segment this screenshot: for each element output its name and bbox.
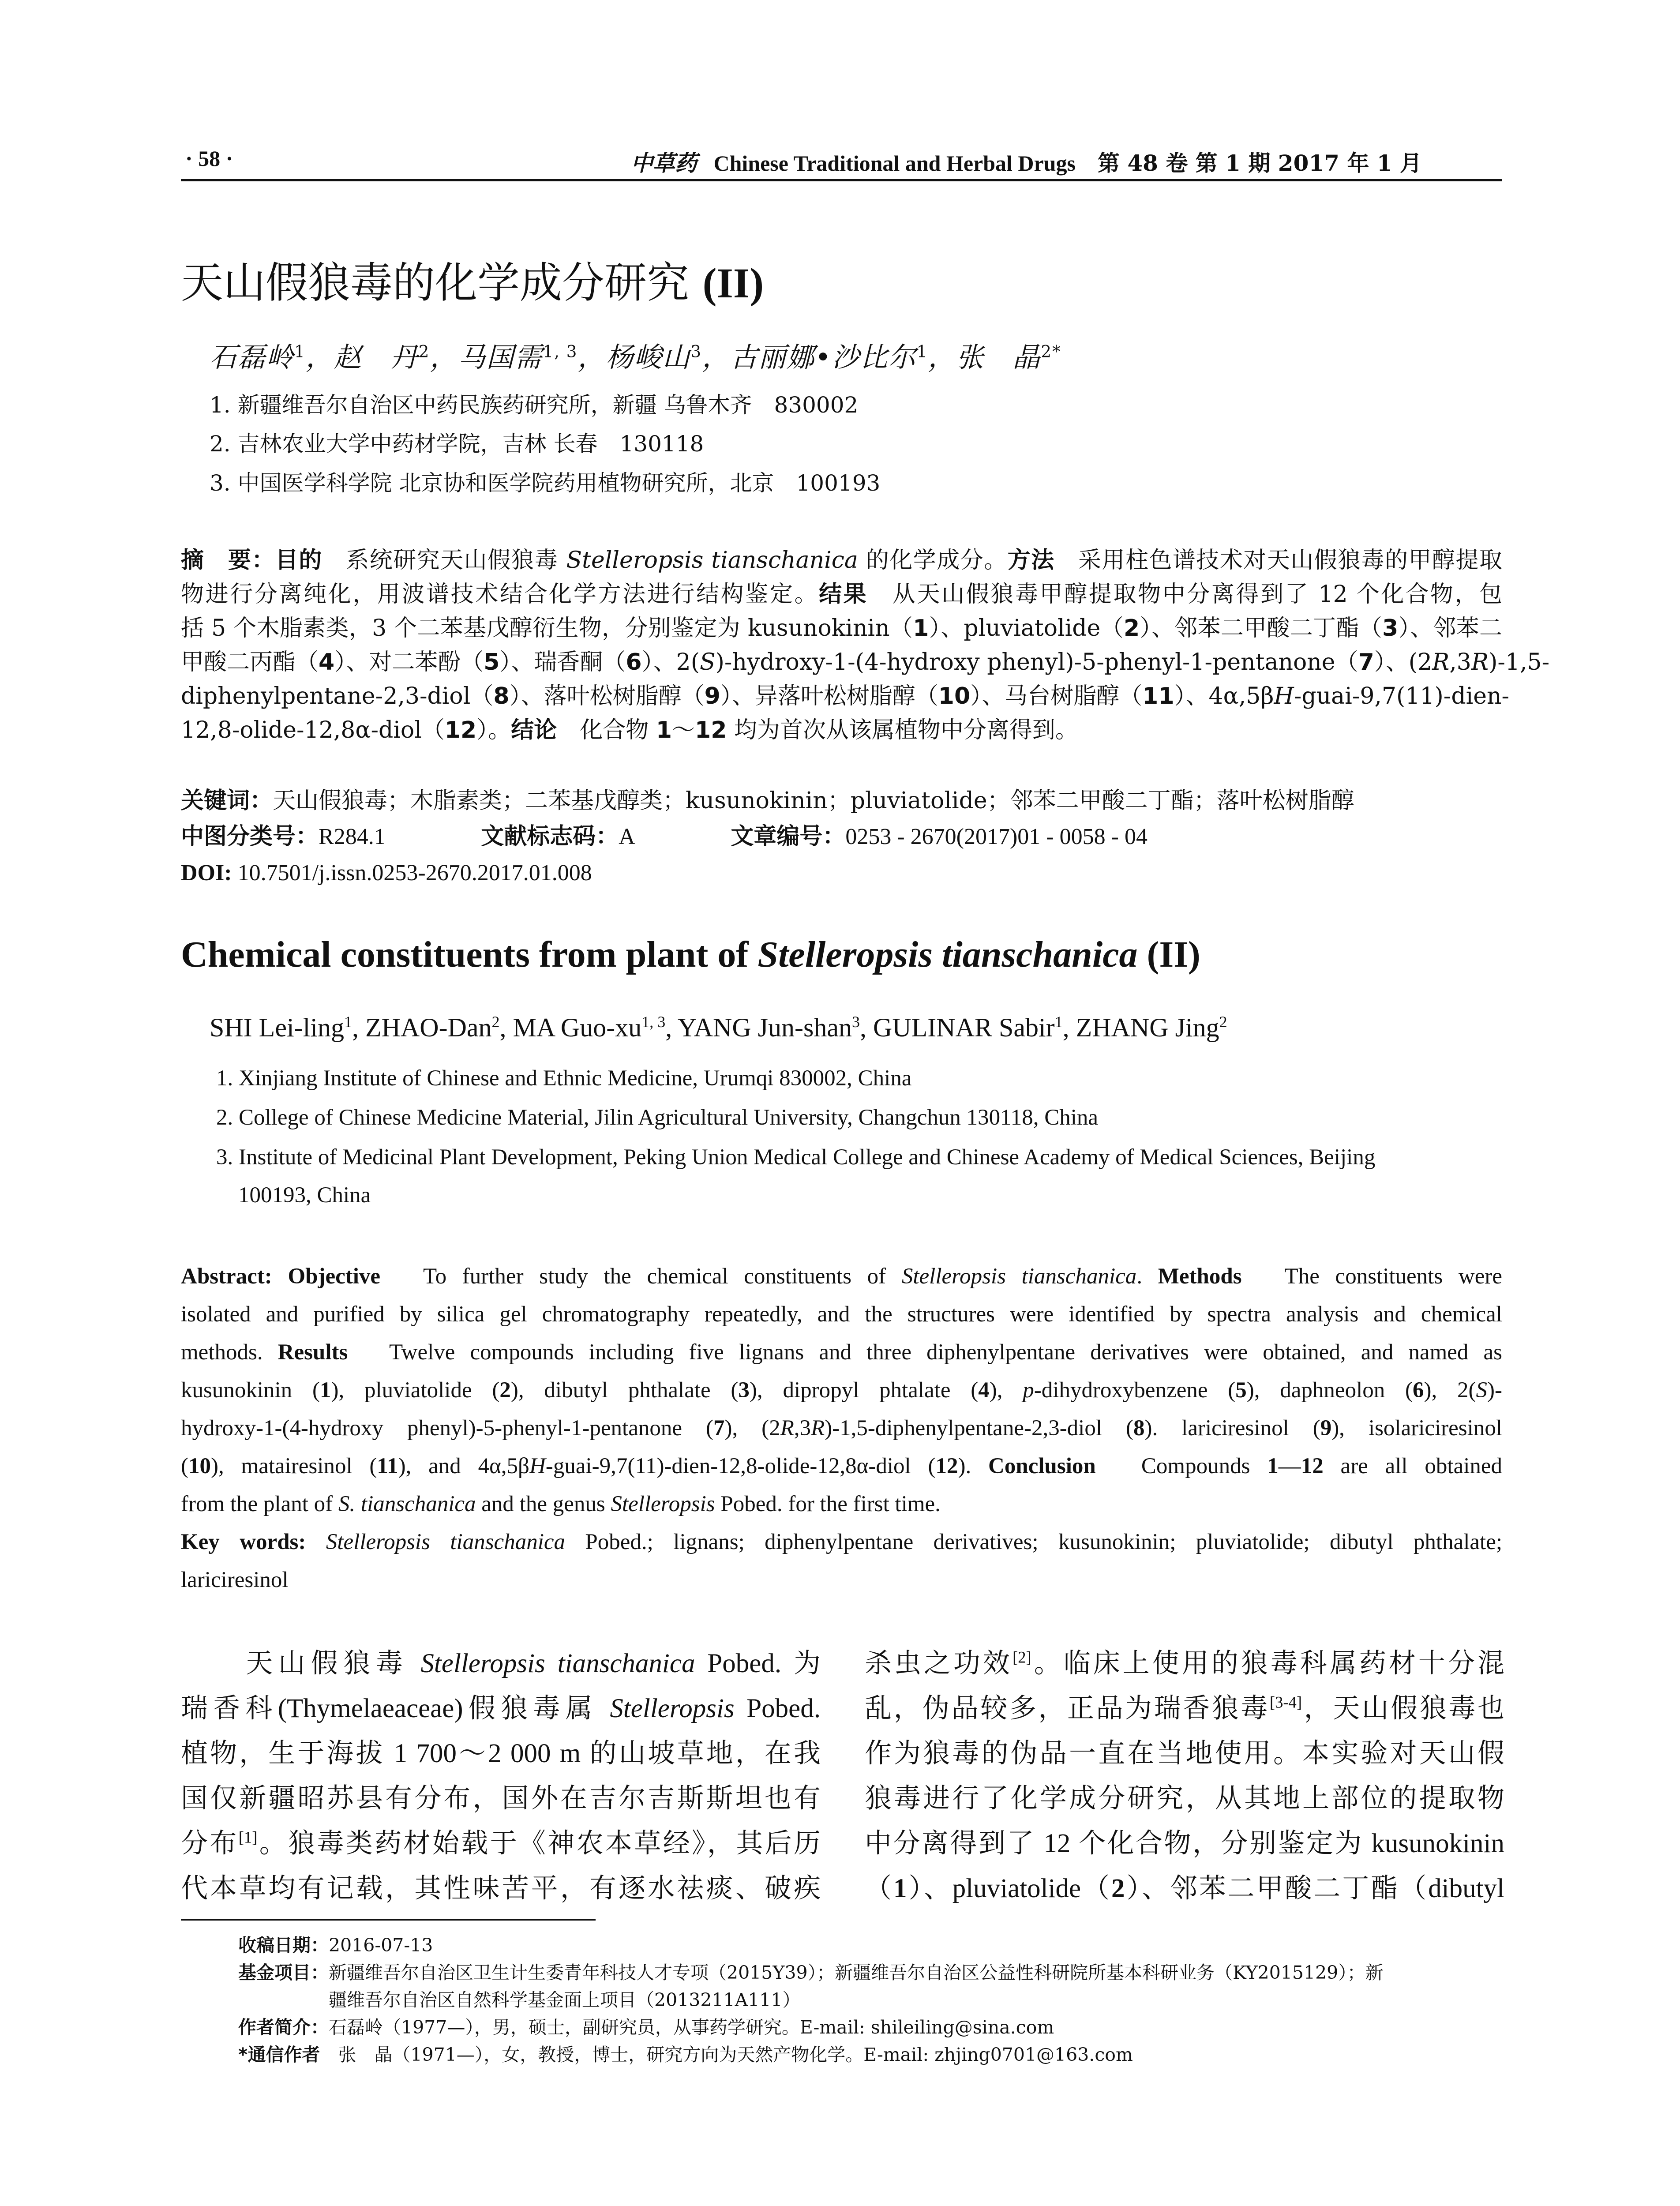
journal-name-en: Chinese Traditional and Herbal Drugs <box>713 151 1076 176</box>
author-affiliation-mark: 1 <box>344 1013 352 1031</box>
abstract-en-line-5: hydroxy-1-(4-hydroxy phenyl)-5-phenyl-1-pentanone (7), (2R,3R)-1,5-diphenylpentane-2,3-diol (8). lariciresinol (9), isolariciresinol <box>181 1416 1502 1441</box>
abstract-en-line-6: (10), matairesinol (11), and 4α,5βH-guai-9,7(11)-dien-12,8-olide-12,8α-diol (12). Conclusion Compounds 1—12 are all obtained <box>181 1454 1503 1478</box>
author-affiliation-mark: 2 <box>418 341 430 361</box>
abstract-cn-line-2: 物进行分离纯化，用波谱技术结合化学方法进行结构鉴定。结果 从天山假狼毒甲醇提取物中分离得到了 12 个化合物，包 <box>181 581 1502 608</box>
title-en: Chemical constituents from plant of Stelleropsis tianschanica (II) <box>181 934 1200 975</box>
author-name: YANG Jun-shan <box>678 1013 852 1042</box>
affiliation-en-2: 2. College of Chinese Medicine Material, Jilin Agricultural University, Changchun 130118, China <box>216 1105 1099 1130</box>
affiliation-en-3-cont: 100193, China <box>238 1183 371 1208</box>
author-name: 马国需 <box>458 341 543 373</box>
keywords-en-line-1: Key words: Stelleropsis tianschanica Pobed.; lignans; diphenylpentane derivatives; kusunokinin; pluviatolide; dibutyl phthalate; <box>181 1530 1503 1554</box>
journal-info <box>631 146 1422 177</box>
author-affiliation-mark: 1, 3 <box>641 1013 666 1031</box>
abstract-cn-line-3: 括 5 个木脂素类，3 个二苯基戊醇衍生物，分别鉴定为 kusunokinin（1）、pluviatolide（2）、邻苯二甲酸二丁酯（3）、邻苯二 <box>181 615 1502 642</box>
footnote-3: 疆维吾尔自治区自然科学基金面上项目（2013211A111） <box>329 1989 801 2011</box>
affiliation-cn-1: 1. 新疆维吾尔自治区中药民族药研究所，新疆 乌鲁木齐 830002 <box>210 392 859 418</box>
affiliation-en-1: 1. Xinjiang Institute of Chinese and Ethnic Medicine, Urumqi 830002, China <box>216 1066 912 1091</box>
abstract-en-line-3: methods. Results Twelve compounds including five lignans and three diphenylpentane derivatives were obtained, and named as <box>181 1340 1502 1365</box>
body-left-line-2: 瑞香科(Thymelaeaceae)假狼毒属 Stelleropsis Pobed. <box>181 1694 821 1723</box>
abstract-en-line-4: kusunokinin (1), pluviatolide (2), dibutyl phthalate (3), dipropyl phtalate (4), p-dihydroxybenzene (5), daphneolon (6), 2(S)- <box>181 1378 1502 1403</box>
doi-line: DOI: 10.7501/j.issn.0253-2670.2017.01.008 <box>181 860 592 885</box>
author-affiliation-mark: 3 <box>690 341 702 361</box>
footnote-rule <box>181 1919 596 1921</box>
body-right-line-5: 中分离得到了 12 个化合物，分别鉴定为 kusunokinin <box>865 1829 1504 1858</box>
author-affiliation-mark: 1 <box>916 341 928 361</box>
body-right-line-6: （1）、pluviatolide（2）、邻苯二甲酸二丁酯（dibutyl <box>865 1874 1504 1903</box>
author-name: SHI Lei-ling <box>210 1013 344 1042</box>
footnote-4: 作者简介：石磊岭（1977—），男，硕士，副研究员，从事药学研究。E-mail: shileiling@sina.com <box>238 2017 1054 2038</box>
author-affiliation-mark: 1, 3 <box>543 341 578 361</box>
doi-value: 10.7501/j.issn.0253-2670.2017.01.008 <box>237 860 592 885</box>
body-left-line-4: 国仅新疆昭苏县有分布，国外在吉尔吉斯斯坦也有 <box>181 1784 821 1813</box>
title-cn <box>181 249 764 310</box>
body-right-line-3: 作为狼毒的伪品一直在当地使用。本实验对天山假 <box>865 1739 1504 1768</box>
author-affiliation-mark: 1 <box>1054 1013 1063 1031</box>
keywords-cn: 关键词：天山假狼毒；木脂素类；二苯基戊醇类；kusunokinin；pluviatolide；邻苯二甲酸二丁酯；落叶松树脂醇 <box>181 788 1354 814</box>
author-affiliation-mark: 2* <box>1041 341 1061 361</box>
authors-en: SHI Lei-ling$^1$, ZHAO-Dan$^2$, MA Guo-xu$^{1, 3}$, YANG Jun-shan$^3$, GULINAR Sabir$^1$, ZHANG Jing$^2$ <box>210 1013 1227 1042</box>
classification-line: 中图分类号：R284.1 文献标志码：A 文章编号：0253 - 2670(2017)01 - 0058 - 04 <box>181 823 1148 850</box>
author-name: 张 晶 <box>956 341 1041 373</box>
abstract-cn-line-5: diphenylpentane-2,3-diol（8）、落叶松树脂醇（9）、异落叶松树脂醇（10）、马台树脂醇（11）、4α,5βH-guai-9,7(11)-dien- <box>181 683 1510 709</box>
header-rule <box>181 179 1502 181</box>
page-number: · 58 · <box>185 146 233 171</box>
abstract-en-line-7: from the plant of S. tianschanica and the genus Stelleropsis Pobed. for the first time. <box>181 1492 941 1516</box>
author-name: 石磊岭 <box>210 341 295 373</box>
footnote-2: 基金项目：新疆维吾尔自治区卫生计生委青年科技人才专项（2015Y39）；新疆维吾尔自治区公益性科研院所基本科研业务（KY2015129）；新 <box>238 1962 1384 1983</box>
abstract-cn-line-1: 摘 要：目的 系统研究天山假狼毒 Stelleropsis tianschanica 的化学成分。方法 采用柱色谱技术对天山假狼毒的甲醇提取 <box>181 547 1502 574</box>
abstract-cn <box>181 544 1550 747</box>
title-cn-suffix: (II) <box>702 259 764 307</box>
author-name: GULINAR Sabir <box>873 1013 1055 1042</box>
body-column-left <box>181 1641 821 1911</box>
abstract-cn-label: 摘 要： <box>181 547 275 574</box>
author-name: 古丽娜•沙比尔 <box>730 341 917 373</box>
author-affiliation-mark: 1 <box>294 341 306 361</box>
author-name: ZHANG Jing <box>1076 1013 1219 1042</box>
body-right-line-2: 乱，伪品较多，正品为瑞香狼毒[3-4]，天山假狼毒也 <box>865 1693 1504 1723</box>
author-affiliation-mark: 3 <box>852 1013 860 1031</box>
keywords-en <box>181 1523 1502 1599</box>
affiliation-en-3: 3. Institute of Medicinal Plant Development, Peking Union Medical College and Chinese Academy of Medical Sciences, Beijing <box>216 1145 1376 1170</box>
body-right-line-4: 狼毒进行了化学成分研究，从其地上部位的提取物 <box>865 1784 1504 1813</box>
abstract-en-line-1: Abstract: Objective To further study the chemical constituents of Stelleropsis tianschanica. Methods The constituents were <box>181 1264 1503 1289</box>
author-affiliation-mark: 2 <box>1219 1013 1227 1031</box>
running-header <box>181 140 1502 180</box>
body-left-line-3: 植物，生于海拔 1 700～2 000 m 的山坡草地，在我 <box>181 1739 821 1768</box>
footnotes <box>238 1932 1384 2068</box>
body-left-line-5: 分布[1]。狼毒类药材始载于《神农本草经》，其后历 <box>181 1828 821 1858</box>
author-name: MA Guo-xu <box>513 1013 642 1042</box>
body-left-line-6: 代本草均有记载，其性味苦平，有逐水祛痰、破疾 <box>181 1874 821 1903</box>
footnote-5: *通信作者 张 晶（1971—），女，教授，博士，研究方向为天然产物化学。E-mail: zhjing0701@163.com <box>238 2044 1133 2065</box>
title-cn-text: 天山假狼毒的化学成分研究 <box>181 258 689 308</box>
author-name: 杨峻山 <box>606 341 691 373</box>
authors-cn: 石磊岭$^1$，赵 丹$^2$，马国需$^{1, 3}$，杨峻山$^3$，古丽娜•沙比尔$^1$，张 晶$^{2*}$ <box>210 341 1061 373</box>
journal-name-cn: 中草药 <box>631 150 697 176</box>
footnote-1: 收稿日期：2016-07-13 <box>238 1935 433 1956</box>
body-right-line-1: 杀虫之功效[2]。临床上使用的狼毒科属药材十分混 <box>865 1648 1504 1678</box>
body-column-right <box>865 1641 1504 1911</box>
journal-issue: 第 48 卷 第 1 期 2017 年 1 月 <box>1097 150 1422 176</box>
author-name: 赵 丹 <box>334 341 419 373</box>
abstract-en-line-2: isolated and purified by silica gel chromatography repeatedly, and the structures were identified by spectra analysis and chemical <box>181 1302 1502 1327</box>
author-affiliation-mark: 2 <box>491 1013 500 1031</box>
affiliation-cn-2: 2. 吉林农业大学中药材学院，吉林 长春 130118 <box>210 431 704 457</box>
abstract-en <box>181 1257 1502 1523</box>
keywords-en-line-2: lariciresinol <box>181 1568 289 1592</box>
abstract-cn-line-6: 12,8-olide-12,8α-diol（12）。结论 化合物 1～12 均为首次从该属植物中分离得到。 <box>181 717 1078 743</box>
author-name: ZHAO-Dan <box>365 1013 492 1042</box>
abstract-cn-line-4: 甲酸二丙酯（4）、对二苯酚（5）、瑞香酮（6）、2(S)-hydroxy-1-(4-hydroxy phenyl)-5-phenyl-1-pentanone（7）、(2R,3R)-1,5- <box>181 649 1550 675</box>
affiliation-cn-3: 3. 中国医学科学院 北京协和医学院药用植物研究所，北京 100193 <box>210 470 881 496</box>
body-left-line-1: 天山假狼毒 Stelleropsis tianschanica Pobed. 为 <box>181 1649 821 1678</box>
